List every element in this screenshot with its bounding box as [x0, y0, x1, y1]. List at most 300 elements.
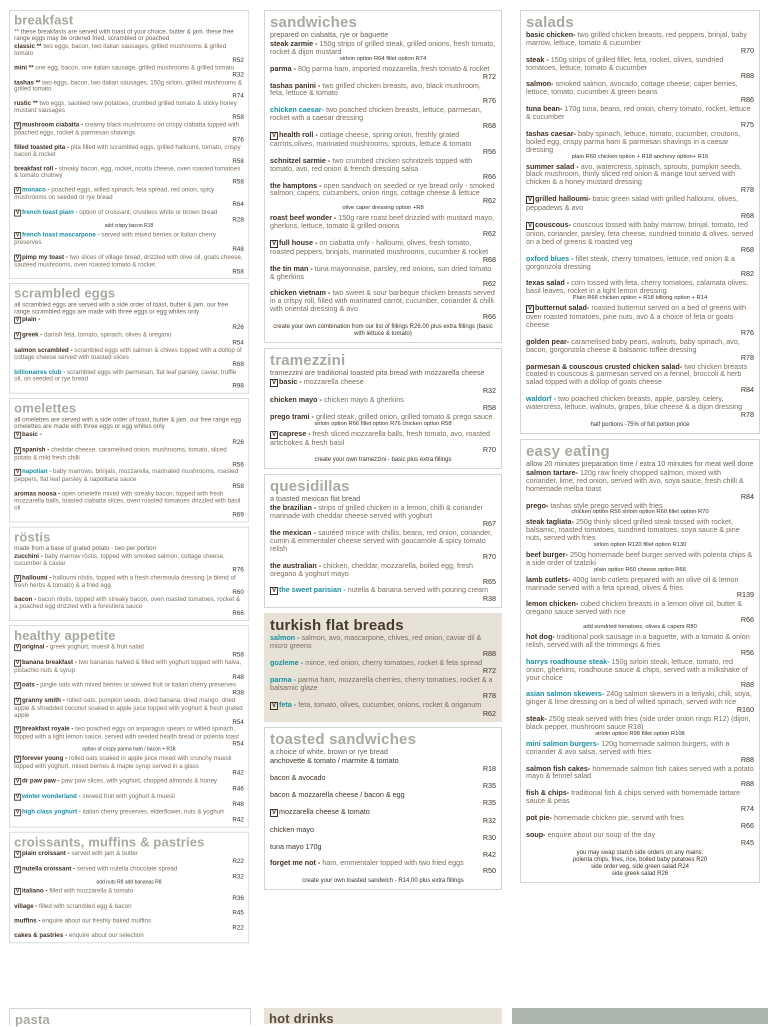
item-description: couscous tossed with baby marrow, brinjal, tomato, red onion, coriander, parsley, feta cheese, sundried tomato & olives. served on a bed of greens & roasted veg — [526, 219, 754, 246]
item-price: R88 — [740, 680, 754, 690]
menu-item — [270, 40, 496, 64]
section-title-hot-drinks: hot drinks — [269, 1011, 334, 1026]
item-price: R30 — [482, 832, 496, 842]
item-price: R58 — [232, 112, 244, 121]
item-name: harrys roadhouse steak- — [526, 656, 610, 666]
item-name: parmesan & couscous crusted chicken salad- — [526, 361, 683, 371]
menu-item — [14, 553, 244, 573]
vegetarian-icon: V — [15, 318, 20, 324]
section-note: half portions -75% of full portion price — [590, 421, 690, 428]
menu-item — [14, 446, 244, 467]
menu-item — [14, 917, 244, 931]
item-price: R78 — [740, 409, 754, 419]
item-name: salmon - — [270, 633, 300, 643]
item-name: winter wonderland - — [21, 791, 81, 800]
item-description: chicken mayo & gherkins — [323, 394, 404, 404]
menu-item — [14, 644, 244, 659]
item-name: salmon scrambled - — [14, 346, 73, 355]
item-name: asian salmon skewers- — [526, 689, 605, 699]
item-name: aromas noosa - — [14, 489, 61, 498]
item-name: dr paw paw - — [21, 776, 60, 785]
item-price: R76 — [740, 327, 754, 337]
item-description: served with jam & butter — [71, 848, 138, 857]
section-intro: made from a base of grated potato - two per portion — [14, 543, 157, 552]
item-name: steak - — [526, 54, 549, 64]
item-price: R88 — [740, 779, 754, 789]
menu-item — [14, 681, 244, 696]
swap-price: R24 — [678, 863, 690, 870]
item-name: bacon & mozzarella cheese / bacon & egg — [270, 790, 405, 800]
item-description: italian cherry preserves, elderflower, nuts & yoghurt — [82, 807, 224, 816]
item-price: R46 — [232, 784, 244, 793]
item-name: village - — [14, 902, 38, 910]
section-note: create your own toasted sandwich - R14.00 plus extra fillings — [302, 878, 464, 885]
item-price: R56 — [232, 459, 244, 468]
item-name: breakfast roll - — [14, 164, 57, 173]
item-price: R18 — [482, 764, 496, 774]
item-description: filled with scrambled egg & bacon — [39, 902, 132, 910]
item-name: basic - — [279, 377, 302, 386]
section-title: croissants, muffins & pastries — [14, 834, 205, 850]
item-description: greek yoghurt, muesli & fruit salad — [49, 642, 144, 651]
item-name: pimp my toast - — [21, 252, 68, 261]
menu-item — [270, 774, 496, 790]
menu-item — [526, 31, 754, 55]
item-name: zucchini - — [14, 551, 43, 560]
item-description: jungle oats with mixed berries or stewed fruit or italian cherry preserves — [40, 680, 237, 689]
item-description: fillet steak, cherry tomatoes, lettuce, red onion & a gorgonzola dressing — [526, 253, 735, 271]
vegetarian-icon: V — [15, 188, 20, 194]
vegetarian-icon: V — [15, 470, 20, 476]
item-price: R62 — [482, 708, 496, 718]
item-name: salmon tartare- — [526, 467, 578, 477]
item-name: filled toasted pita - — [14, 142, 70, 151]
menu-item — [270, 378, 496, 395]
item-price: R32 — [482, 815, 496, 825]
item-price: R78 — [740, 352, 754, 362]
menu-item — [14, 431, 244, 446]
item-description: parma ham, mozzarella cherries, cherry tomatoes, rocket & a balsamic glaze — [270, 674, 493, 692]
item-price: R54 — [232, 717, 244, 726]
menu-item — [14, 596, 244, 616]
pasta-panel — [9, 1008, 251, 1025]
item-name: parma - — [270, 674, 296, 684]
item-price: R62 — [482, 196, 496, 206]
item-name: steak tagliata- — [526, 517, 574, 527]
menu-item — [14, 793, 244, 808]
item-description: two chicken breasts coated in couscous & parmesan served on a fennel, broccoli & herb salad topped with a dollop of goats cheese — [526, 361, 748, 387]
menu-section-healthy-appetite — [9, 625, 249, 827]
item-price: R28 — [232, 215, 244, 224]
item-name: anchovette & tomato / marmite & tomato — [270, 756, 399, 766]
item-name: golden pear- — [526, 336, 570, 346]
item-description: bacon röstis, topped with streaky bacon, oven roasted tomatoes, rocket & a poached egg drizzled with a forestiera sauce — [14, 595, 240, 610]
item-description: enquire about our selection — [68, 931, 144, 939]
item-price: R84 — [740, 385, 754, 395]
section-intro: all scrambled eggs are served with a side order of toast, butter & jam. our free range scrambled eggs are made with three eggs or egg whites only — [14, 300, 229, 316]
item-description: tuna mayonnaise, parsley, red onions, sun dried tomato & gherkins — [270, 263, 492, 281]
menu-item — [14, 468, 244, 489]
menu-item — [270, 586, 496, 603]
vegetarian-icon: V — [272, 809, 277, 816]
item-price: R58 — [232, 267, 244, 275]
item-name: the mexican - — [270, 528, 316, 538]
item-price: R42 — [232, 815, 244, 823]
vegetarian-icon: V — [15, 255, 20, 261]
item-description: two eggs, bacon, two italian sausages, grilled mushrooms & grilled tomato — [14, 41, 227, 57]
item-description: 150g rare roast beef drizzled with mustard mayo, gherkins, lettuce, tomato & grilled onions — [270, 213, 495, 231]
menu-item — [14, 165, 244, 185]
item-description: poached eggs, wilted spinach, feta spread, red onion, spicy mushrooms on seeded or rye bread — [14, 185, 215, 202]
item-options: add sundried tomatoes, olives & capers R80 — [583, 624, 697, 631]
item-price: R48 — [232, 799, 244, 808]
item-name: schnitzel sarmie - — [270, 155, 331, 165]
section-title: scrambled eggs — [14, 286, 116, 302]
item-price: R76 — [232, 565, 244, 574]
item-description: 240g salmon skewers in a teriyaki, chili, soya, ginger & lime dressing on a bed of wilted spinach, served with rice — [526, 689, 752, 707]
item-description: 80g parma ham, imported mozzarella, fresh tomato & rocket — [297, 63, 490, 73]
menu-section-turkish-flat-breads — [264, 613, 502, 722]
item-name: mini ** — [14, 63, 34, 72]
item-description: cubed chicken breasts in a lemon olive oil, butter & oregano sauce served with rice — [526, 599, 743, 617]
menu-item — [14, 186, 244, 207]
menu-item — [14, 64, 244, 78]
vegetarian-icon: V — [15, 683, 20, 689]
item-name: full house - — [279, 237, 318, 247]
menu-section-easy-eating — [520, 439, 760, 883]
menu-item — [14, 574, 244, 595]
item-price: R75 — [740, 119, 754, 129]
section-title: salads — [526, 14, 574, 31]
menu-item — [14, 316, 244, 331]
item-name: oats - — [21, 680, 39, 689]
item-description: danish feta, tomato, spinach, olives & oregano — [44, 330, 172, 339]
item-description: baby spinach, lettuce, tomato, cucumber, croutons, boiled egg, crispy parma ham & parmesan shavings in a caesar dressing — [526, 128, 741, 154]
vegetarian-icon: V — [272, 380, 277, 386]
menu-item — [526, 658, 754, 690]
item-options: add nuts R8 add bananas R8 — [96, 879, 162, 885]
section-title: omelettes — [14, 401, 77, 416]
menu-item — [14, 697, 244, 725]
item-description: 250g steak served with fries (side order onion rings R12) (dijon, black pepper, mushroom sauce R18) — [526, 714, 751, 731]
item-description: halloumi röstis, topped with a fresh chermoula dressing (a blend of fresh herbs & tomato) & a fried egg — [14, 573, 236, 589]
item-name: waldorf - — [526, 394, 556, 404]
item-description: two eggs, sautéed new potatoes, crumbed grilled tomato & sticky honey mustard sausages — [14, 99, 237, 114]
menu-item — [526, 221, 754, 254]
menu-item — [526, 576, 754, 600]
item-description: served with nutella chocolate spread — [76, 864, 178, 873]
item-description: enquire about our freshly baked muffins — [42, 916, 152, 925]
item-name: tashas ** — [14, 77, 41, 86]
item-price: R64 — [232, 200, 244, 208]
menu-item — [526, 715, 754, 739]
item-name: greek - — [21, 330, 43, 339]
hot-drinks-panel — [264, 1008, 502, 1024]
menu-item — [526, 518, 754, 550]
item-price: R84 — [740, 491, 754, 501]
menu-item — [526, 130, 754, 162]
item-price: R66 — [740, 615, 754, 625]
item-price: R86 — [740, 95, 754, 105]
menu-section-sandwiches — [264, 10, 502, 343]
item-name: chicken mayo - — [270, 394, 322, 404]
item-price: R88 — [740, 70, 754, 80]
item-price: R68 — [482, 121, 496, 131]
menu-column-left — [9, 10, 249, 1002]
item-price: R52 — [232, 55, 244, 64]
item-name: mini salmon burgers- — [526, 738, 600, 748]
section-note: create your own combination from our list of fillings R26.00 plus extra fillings (basic with lettuce & tomato) — [273, 324, 493, 337]
item-description: 400g lamb cutlets prepared with an olive oil & lemon marinade served with a feta spread, olives & fries — [526, 574, 739, 592]
item-description: creamy black mushrooms on crispy ciabatta topped with poached eggs, rocket & parmesan shavings — [14, 120, 240, 137]
vegetarian-icon: V — [15, 794, 20, 800]
item-name: plain croissant - — [21, 848, 70, 857]
item-price: R26 — [232, 437, 244, 446]
vegetarian-icon: V — [15, 333, 20, 339]
menu-item — [14, 777, 244, 792]
vegetarian-icon: V — [528, 197, 533, 204]
item-price: R60 — [232, 587, 244, 596]
item-description: nutella & banana served with pouring cream — [347, 585, 488, 595]
item-price: R70 — [740, 45, 754, 55]
menu-item — [270, 289, 496, 321]
item-description: tashas style prego served with fries — [550, 500, 663, 510]
item-description: strips of grilled chicken in a lemon, chilli & coriander marinade with cheddar cheese served with yoghurt — [270, 503, 483, 521]
item-name: roast beef wonder - — [270, 213, 337, 223]
item-description: enquire about our soup of the day — [547, 829, 656, 839]
item-name: original - — [21, 642, 49, 651]
item-description: 150g strips of grilled fillet, feta, rocket, olives, sundried tomatoes, lettuce, tomato & cucumber — [526, 54, 724, 72]
item-name: texas salad - — [526, 278, 570, 288]
item-description: 250g thinly sliced grilled steak tossed with rocket, balsamic, roasted tomatoes, sundried tomatoes, soya sauce & pine nuts, served with fries — [526, 517, 740, 543]
menu-item — [14, 808, 244, 823]
item-description: mince, red onion, cherry tomatoes, rocket & feta spread — [305, 658, 483, 668]
menu-item — [14, 43, 244, 63]
item-price: R66 — [740, 820, 754, 830]
item-name: the brazilian - — [270, 503, 317, 513]
item-name: parma - — [270, 63, 296, 73]
item-price: R54 — [232, 338, 244, 347]
vegetarian-icon: V — [15, 210, 20, 216]
item-description: ham, emmentaler topped with two fried eggs — [322, 858, 464, 868]
item-description: streaky bacon, egg, rocket, ricotta cheese, oven roasted tomatoes & tomato chutney — [14, 164, 241, 179]
item-price: R58 — [232, 650, 244, 659]
item-price: R32 — [232, 70, 244, 78]
item-name: lamb cutlets- — [526, 574, 571, 584]
item-name: prego- — [526, 500, 549, 510]
menu-item — [526, 690, 754, 714]
item-options: sirloin option R98 fillet option R108 — [595, 730, 685, 737]
vegetarian-icon: V — [15, 727, 20, 733]
item-name: the sweet parisian - — [279, 585, 346, 595]
item-name: tashas caesar- — [526, 128, 576, 138]
vegetarian-icon: V — [272, 132, 277, 139]
menu-item — [270, 701, 496, 718]
item-description: basic green salad with grilled halloumi, olives, peppadews & avo — [526, 194, 738, 213]
menu-item — [14, 726, 244, 754]
swap-heading: you may swap starch side orders on any mains: — [576, 849, 704, 856]
item-options: sirloin option R120 fillet option R130 — [593, 542, 687, 549]
item-description: homemade chicken pie, served with fries — [553, 812, 684, 822]
menu-item — [14, 887, 244, 902]
item-description: scrambled eggs with parmesan, flat leaf parsley, caviar, truffle oil, on seeded or rye bread — [14, 367, 237, 383]
vegetarian-icon: V — [15, 698, 20, 704]
menu-item — [270, 808, 496, 825]
item-description: scrambled eggs with salmon & chives topped with a dollop of cottage cheese served with toasted slices — [14, 346, 242, 361]
vegetarian-icon: V — [15, 851, 20, 857]
menu-item — [270, 843, 496, 859]
section-intro: allow 20 minutes preparation time / extra 10 minutes for meat well done — [526, 458, 754, 468]
vegetarian-icon: V — [15, 232, 20, 238]
menu-item — [270, 157, 496, 181]
section-intro: ** these breakfasts are served with toast of your choice, butter & jam. these free range eggs may be ordered fried, scrambled or poached — [14, 27, 234, 42]
item-name: napolian - — [21, 467, 52, 476]
swap-price: R20 — [696, 856, 708, 863]
menu-item — [14, 332, 244, 347]
item-name: fish & chips- — [526, 788, 570, 798]
menu-item — [526, 831, 754, 847]
menu-item — [526, 469, 754, 501]
section-intro: a choice of white, brown or rye bread — [270, 747, 388, 757]
item-price: R58 — [232, 156, 244, 165]
menu-item — [14, 121, 244, 142]
menu-section-r-stis — [9, 527, 249, 621]
swap-label: side order veg, side green salad — [590, 863, 677, 870]
item-description: grilled steak, grilled onion, grilled tomato & prego sauce — [315, 411, 493, 421]
item-price: R88 — [482, 649, 496, 659]
swap-row — [526, 864, 754, 871]
section-title: breakfast — [14, 13, 74, 29]
menu-column-middle — [264, 10, 502, 895]
vegetarian-icon: V — [15, 779, 20, 785]
item-description: 150g sirloin steak, lettuce, tomato, red onion, gherkins, roadhouse sauce & chips, served with a milkshake of your choice — [526, 656, 748, 682]
item-price: R78 — [482, 690, 496, 700]
item-description: cottage cheese, spring onion, freshly grated carrots,olives, marinated mushrooms, sprouts, lettuce & tomato — [270, 129, 472, 148]
item-price: R66 — [482, 171, 496, 181]
vegetarian-icon: V — [272, 240, 277, 247]
swap-row — [526, 871, 754, 878]
item-description: two sweet & sour barbeque chicken breasts served in a crispy roll, filled with marinated carrot, cucumber, coriander & chilli with oriental dressing & avo — [270, 288, 495, 314]
item-price: R69 — [232, 510, 244, 519]
item-description: fresh sliced mozzarella balls, fresh tomato, avo, roasted artichokes & fresh basil — [270, 428, 490, 447]
menu-item — [526, 56, 754, 80]
menu-item — [270, 396, 496, 412]
menu-item — [14, 755, 244, 776]
item-description: two poached eggs on asparagus spears or wilted spinach, topped with a light lemon sauce, served with seeded health bread or polenta toast — [14, 725, 239, 741]
item-name: forget me not - — [270, 858, 321, 868]
item-name: gozleme - — [270, 658, 304, 668]
item-name: french toast mascarpone - — [21, 230, 100, 238]
item-price: R98 — [232, 381, 244, 390]
item-name: italiano - — [21, 886, 48, 895]
item-price: R67 — [482, 519, 496, 529]
item-name: steak- — [526, 714, 547, 724]
item-description: two slices of village bread, drizzled with olive oil, goats cheese, sautéed mushrooms, oven roasted tomato & rocket — [14, 252, 243, 269]
item-price: R45 — [232, 908, 244, 917]
item-name: basic chicken- — [526, 30, 576, 39]
item-name: monaco - — [21, 185, 50, 194]
vegetarian-icon: V — [15, 660, 20, 666]
item-price: R26 — [232, 323, 244, 331]
section-title: easy eating — [526, 442, 610, 460]
menu-item — [270, 504, 496, 528]
vegetarian-icon: V — [15, 447, 20, 453]
item-price: R65 — [482, 576, 496, 586]
item-name: beef burger- — [526, 549, 568, 559]
item-description: 120g raw finely chopped salmon, mixed with coriander, lime, red onion, served with avo, soya sauce, fresh chilli & homemade melba toast — [526, 467, 744, 493]
item-description: two poached chicken breasts, lettuce, parmesan, rocket with a caesar dressing — [270, 105, 482, 123]
vegetarian-icon: V — [272, 588, 277, 595]
item-description: traditional fish & chips served with homemade tartare sauce & peas — [526, 788, 741, 806]
item-price: R58 — [232, 482, 244, 490]
item-description: salmon, avo, mascarpone, chives, red onion, caviar dil & micro greens — [270, 633, 482, 651]
item-price: R42 — [232, 768, 244, 777]
menu-item — [270, 529, 496, 561]
item-description: pita filled with scrambled eggs, grilled halloumi, tomato, crispy bacon & rocket — [14, 142, 241, 158]
menu-item — [14, 347, 244, 367]
menu-section-croissants-muffins-pastries — [9, 832, 249, 944]
menu-item — [14, 100, 244, 120]
menu-item — [14, 903, 244, 917]
menu-item — [270, 239, 496, 264]
menu-item — [526, 338, 754, 362]
item-price: R66 — [232, 609, 244, 617]
menu-item — [14, 79, 244, 99]
section-title: röstis — [14, 530, 51, 545]
item-price: R58 — [482, 402, 496, 412]
item-name: plain - — [21, 315, 41, 324]
item-price: R48 — [232, 672, 244, 681]
menu-section-breakfast — [9, 10, 249, 279]
item-price: R76 — [482, 96, 496, 106]
item-price: R32 — [482, 386, 496, 395]
item-options: sirloin option R64 fillet option R74 — [339, 55, 427, 62]
item-price: R56 — [740, 647, 754, 657]
swap-note — [526, 850, 754, 878]
item-price: R56 — [482, 146, 496, 156]
item-name: soup- — [526, 829, 546, 839]
item-name: salmon fish cakes- — [526, 763, 591, 773]
item-name: caprese - — [279, 428, 311, 438]
item-name: mushroom ciabatta - — [21, 120, 84, 129]
item-price: R70 — [482, 551, 496, 561]
item-price: R68 — [740, 244, 754, 254]
item-name: french toast plain - — [21, 207, 78, 216]
item-description: avo, watercress, spinach, sprouts, pumpkin seeds, black mushroom, thinly sliced red onion & mange tout served with chicken & a honey mustard dressing — [526, 161, 742, 187]
item-description: mozzarella cheese — [303, 377, 364, 386]
menu-item — [526, 740, 754, 764]
item-name: billionaires club - — [14, 367, 66, 376]
vegetarian-icon: V — [15, 432, 20, 438]
menu-item — [270, 859, 496, 875]
item-name: grilled halloumi- — [535, 194, 591, 204]
item-name: muffins - — [14, 916, 41, 925]
item-name: rustic ** — [14, 99, 38, 107]
menu-item — [270, 214, 496, 238]
item-name: the australian - — [270, 560, 322, 570]
item-name: bacon - — [14, 595, 37, 604]
item-price: R38 — [482, 594, 496, 604]
menu-item — [14, 659, 244, 680]
menu-item — [526, 163, 754, 195]
item-description: two poached chicken breasts, apple, parsley, celery, watercress, lettuce, walnuts, grapes, blue cheese & a dijon dressing — [526, 394, 743, 412]
menu-item — [526, 255, 754, 279]
item-price: R72 — [482, 71, 496, 81]
item-name: granny smith - — [21, 695, 65, 704]
menu-item — [14, 932, 244, 939]
item-description: on ciabatta only - halloumi, olives, fresh tomato, roasted peppers, brinjals, marinated mushrooms, cucumber & rocket — [270, 237, 489, 256]
menu-item — [526, 105, 754, 129]
